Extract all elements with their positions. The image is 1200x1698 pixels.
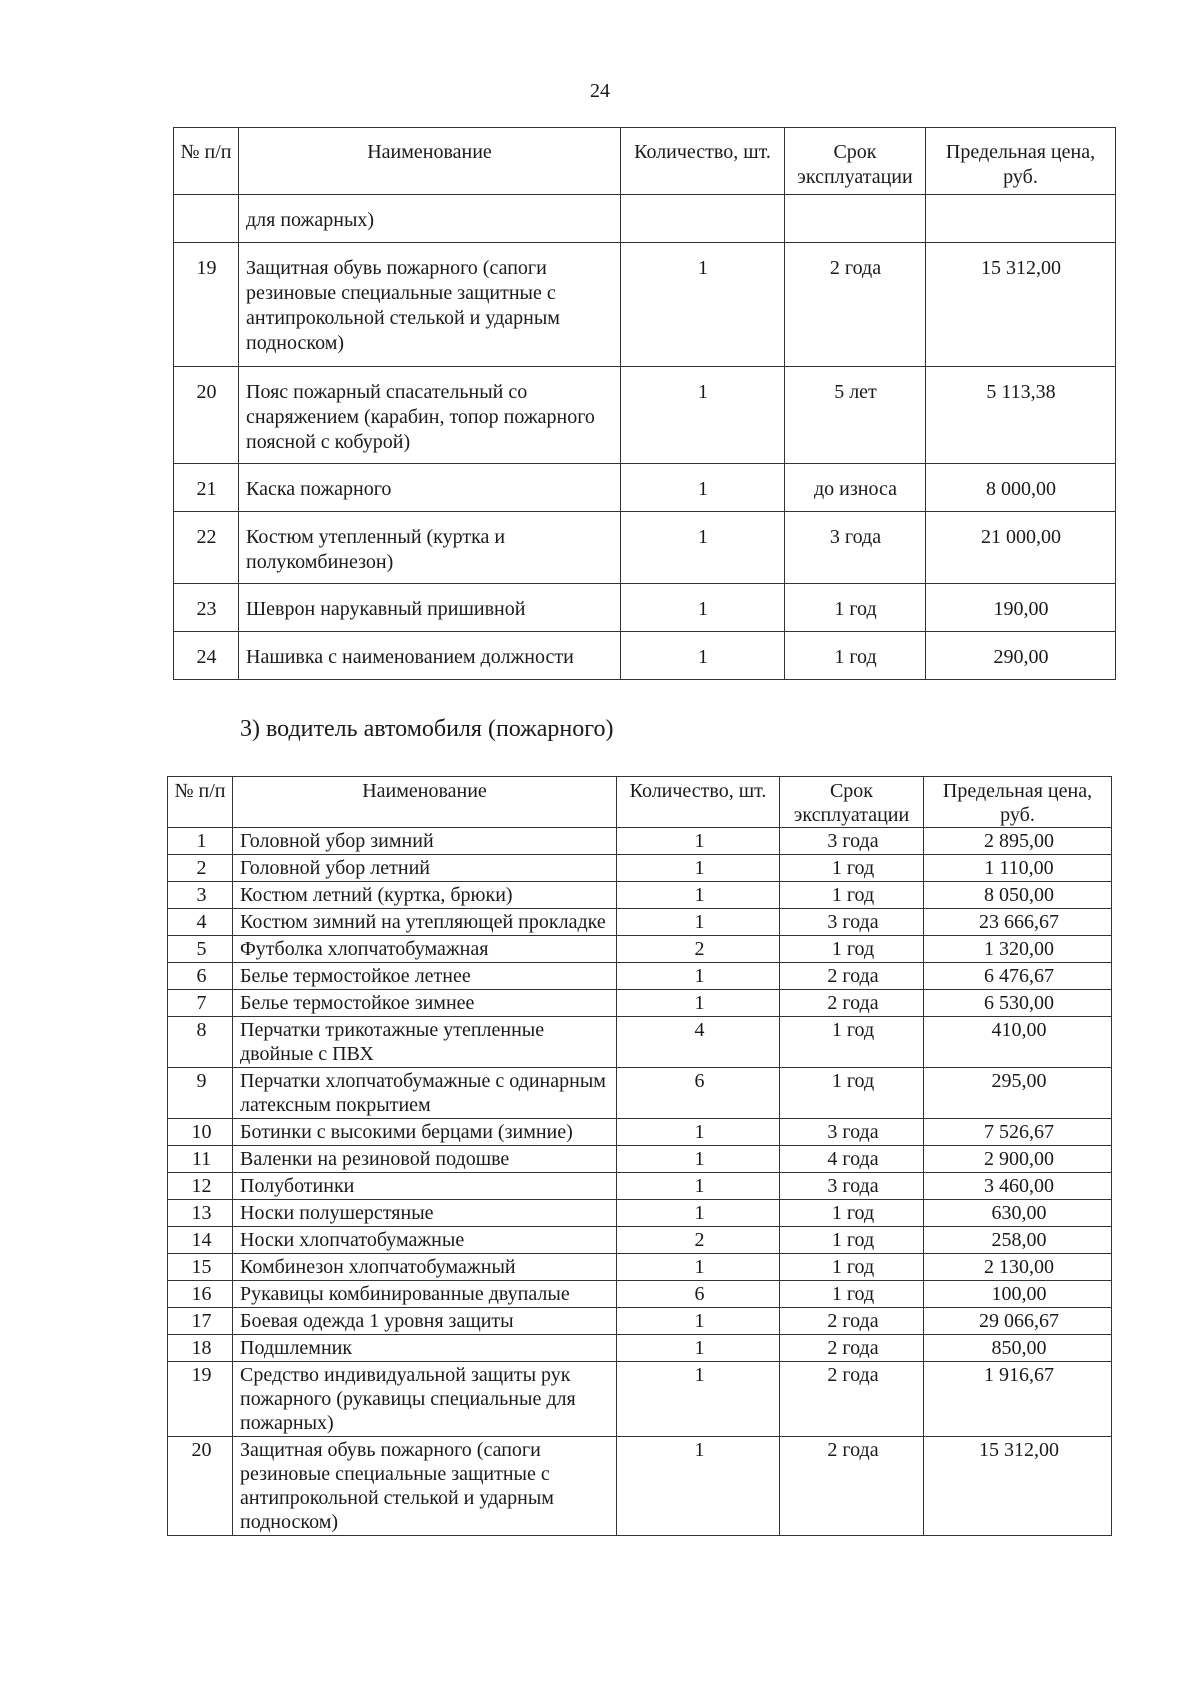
cell-name: Носки полушерстяные	[233, 1200, 617, 1227]
table-row	[174, 367, 1116, 464]
cell-term: 1 год	[785, 632, 926, 680]
cell-name: Валенки на резиновой подошве	[233, 1146, 617, 1173]
cell-price: 290,00	[926, 632, 1116, 680]
cell-term: 1 год	[780, 1200, 924, 1227]
cell-term: 2 года	[780, 1437, 924, 1536]
cell-num: 16	[168, 1281, 233, 1308]
table-row	[174, 512, 1116, 584]
cell-qty: 1	[617, 1254, 780, 1281]
cell-num: 9	[168, 1068, 233, 1119]
cell-name: Носки хлопчатобумажные	[233, 1227, 617, 1254]
cell-num: 4	[168, 909, 233, 936]
cell-term: 1 год	[780, 855, 924, 882]
cell-num: 20	[168, 1437, 233, 1536]
cell-num: 2	[168, 855, 233, 882]
cell-qty: 1	[617, 909, 780, 936]
cell-price: 2 900,00	[924, 1146, 1112, 1173]
cell-qty: 1	[617, 1146, 780, 1173]
cell-price	[926, 195, 1116, 243]
table-row	[174, 632, 1116, 680]
table-row	[168, 963, 1112, 990]
cell-qty: 1	[617, 1200, 780, 1227]
table-row	[168, 1308, 1112, 1335]
cell-num: 19	[168, 1362, 233, 1437]
page-number: 24	[590, 80, 610, 102]
cell-price: 5 113,38	[926, 367, 1116, 464]
cell-num: 22	[174, 512, 239, 584]
cell-qty: 2	[617, 936, 780, 963]
cell-name: Полуботинки	[233, 1173, 617, 1200]
cell-name: Костюм зимний на утепляющей прокладке	[233, 909, 617, 936]
cell-qty: 1	[617, 990, 780, 1017]
cell-price: 850,00	[924, 1335, 1112, 1362]
cell-price: 1 320,00	[924, 936, 1112, 963]
cell-name: Шеврон нарукавный пришивной	[239, 584, 621, 632]
cell-price: 21 000,00	[926, 512, 1116, 584]
cell-term: 2 года	[780, 990, 924, 1017]
cell-term: 1 год	[780, 1281, 924, 1308]
cell-qty: 1	[621, 243, 785, 367]
cell-term: 3 года	[780, 1119, 924, 1146]
cell-qty: 1	[621, 367, 785, 464]
cell-price: 2 895,00	[924, 828, 1112, 855]
cell-name: Комбинезон хлопчатобумажный	[233, 1254, 617, 1281]
header-name: Наименование	[239, 128, 621, 195]
table-row	[168, 1227, 1112, 1254]
header-name: Наименование	[233, 777, 617, 828]
cell-qty	[621, 195, 785, 243]
cell-num: 24	[174, 632, 239, 680]
cell-name: Подшлемник	[233, 1335, 617, 1362]
header-price: Предельная цена, руб.	[924, 777, 1112, 828]
cell-price: 295,00	[924, 1068, 1112, 1119]
table-row	[174, 243, 1116, 367]
table-row	[174, 195, 1116, 243]
cell-term: 1 год	[780, 1068, 924, 1119]
cell-num: 11	[168, 1146, 233, 1173]
table-row	[168, 1362, 1112, 1437]
cell-name: Костюм утепленный (куртка и полукомбинезон)	[239, 512, 621, 584]
cell-price: 410,00	[924, 1017, 1112, 1068]
cell-qty: 1	[621, 584, 785, 632]
cell-num: 3	[168, 882, 233, 909]
header-qty: Количество, шт.	[621, 128, 785, 195]
cell-name: Белье термостойкое летнее	[233, 963, 617, 990]
cell-term: 2 года	[785, 243, 926, 367]
cell-term: 1 год	[780, 1254, 924, 1281]
cell-num: 12	[168, 1173, 233, 1200]
cell-num: 7	[168, 990, 233, 1017]
cell-qty: 4	[617, 1017, 780, 1068]
cell-qty: 1	[617, 1308, 780, 1335]
cell-num: 1	[168, 828, 233, 855]
cell-term: 2 года	[780, 1362, 924, 1437]
cell-num: 18	[168, 1335, 233, 1362]
cell-qty: 1	[617, 1173, 780, 1200]
cell-price: 23 666,67	[924, 909, 1112, 936]
cell-term: 4 года	[780, 1146, 924, 1173]
cell-num: 13	[168, 1200, 233, 1227]
cell-name: Каска пожарного	[239, 464, 621, 512]
cell-qty: 1	[617, 963, 780, 990]
cell-qty: 1	[621, 632, 785, 680]
cell-price: 258,00	[924, 1227, 1112, 1254]
cell-price: 1 110,00	[924, 855, 1112, 882]
header-term: Срок эксплуатации	[780, 777, 924, 828]
cell-term: 3 года	[780, 1173, 924, 1200]
driver-equipment-table	[167, 776, 1112, 1536]
cell-term: 5 лет	[785, 367, 926, 464]
table-row	[168, 990, 1112, 1017]
cell-name: Защитная обувь пожарного (сапоги резиновые специальные защитные с антипрокольной стелькой и ударным подноском)	[233, 1437, 617, 1536]
cell-name: Перчатки трикотажные утепленные двойные с ПВХ	[233, 1017, 617, 1068]
section-heading: 3) водитель автомобиля (пожарного)	[240, 716, 614, 742]
cell-num: 15	[168, 1254, 233, 1281]
table-row	[168, 1281, 1112, 1308]
cell-qty: 1	[617, 1437, 780, 1536]
cell-name: Рукавицы комбинированные двупалые	[233, 1281, 617, 1308]
cell-price: 15 312,00	[926, 243, 1116, 367]
cell-num: 10	[168, 1119, 233, 1146]
cell-price: 1 916,67	[924, 1362, 1112, 1437]
cell-qty: 1	[617, 1362, 780, 1437]
cell-term: 3 года	[785, 512, 926, 584]
cell-num: 14	[168, 1227, 233, 1254]
cell-qty: 6	[617, 1068, 780, 1119]
table-header-row	[174, 128, 1116, 195]
cell-num: 6	[168, 963, 233, 990]
table-row	[168, 1437, 1112, 1536]
cell-term: 1 год	[780, 936, 924, 963]
table-row	[168, 936, 1112, 963]
cell-name: Защитная обувь пожарного (сапоги резиновые специальные защитные с антипрокольной стелькой и ударным подноском)	[239, 243, 621, 367]
table-row	[168, 1017, 1112, 1068]
cell-num: 21	[174, 464, 239, 512]
table-row	[174, 584, 1116, 632]
cell-qty: 2	[617, 1227, 780, 1254]
cell-term: 1 год	[780, 1017, 924, 1068]
cell-name: Боевая одежда 1 уровня защиты	[233, 1308, 617, 1335]
table-row	[168, 855, 1112, 882]
cell-qty: 1	[621, 464, 785, 512]
cell-name: Головной убор летний	[233, 855, 617, 882]
cell-qty: 1	[617, 828, 780, 855]
table-row	[168, 909, 1112, 936]
table-row	[168, 1254, 1112, 1281]
cell-price: 7 526,67	[924, 1119, 1112, 1146]
header-num: № п/п	[174, 128, 239, 195]
cell-term: 2 года	[780, 1308, 924, 1335]
cell-price: 3 460,00	[924, 1173, 1112, 1200]
cell-num: 20	[174, 367, 239, 464]
table-row	[168, 882, 1112, 909]
cell-name: Пояс пожарный спасательный со снаряжением (карабин, топор пожарного поясной с кобурой)	[239, 367, 621, 464]
cell-qty: 6	[617, 1281, 780, 1308]
cell-term: 1 год	[780, 1227, 924, 1254]
cell-price: 8 000,00	[926, 464, 1116, 512]
cell-price: 8 050,00	[924, 882, 1112, 909]
cell-name: Средство индивидуальной защиты рук пожарного (рукавицы специальные для пожарных)	[233, 1362, 617, 1437]
cell-term: 3 года	[780, 909, 924, 936]
table-row	[168, 1119, 1112, 1146]
cell-term: до износа	[785, 464, 926, 512]
cell-name: Перчатки хлопчатобумажные с одинарным латексным покрытием	[233, 1068, 617, 1119]
cell-num: 5	[168, 936, 233, 963]
cell-num: 19	[174, 243, 239, 367]
cell-price: 190,00	[926, 584, 1116, 632]
cell-price: 29 066,67	[924, 1308, 1112, 1335]
cell-num	[174, 195, 239, 243]
header-num: № п/п	[168, 777, 233, 828]
cell-qty: 1	[621, 512, 785, 584]
table-row	[168, 828, 1112, 855]
table-row	[168, 1173, 1112, 1200]
cell-term: 1 год	[780, 882, 924, 909]
table-row	[174, 464, 1116, 512]
cell-term: 2 года	[780, 1335, 924, 1362]
cell-qty: 1	[617, 882, 780, 909]
cell-price: 2 130,00	[924, 1254, 1112, 1281]
table-row	[168, 1200, 1112, 1227]
cell-term: 1 год	[785, 584, 926, 632]
cell-qty: 1	[617, 1119, 780, 1146]
header-qty: Количество, шт.	[617, 777, 780, 828]
equipment-table-continued	[173, 127, 1116, 680]
cell-price: 6 476,67	[924, 963, 1112, 990]
cell-name: Белье термостойкое зимнее	[233, 990, 617, 1017]
cell-name: Костюм летний (куртка, брюки)	[233, 882, 617, 909]
cell-term: 2 года	[780, 963, 924, 990]
cell-num: 17	[168, 1308, 233, 1335]
cell-name: Футболка хлопчатобумажная	[233, 936, 617, 963]
table-header-row	[168, 777, 1112, 828]
cell-qty: 1	[617, 1335, 780, 1362]
cell-qty: 1	[617, 855, 780, 882]
cell-name: Нашивка с наименованием должности	[239, 632, 621, 680]
cell-price: 630,00	[924, 1200, 1112, 1227]
cell-num: 8	[168, 1017, 233, 1068]
cell-term: 3 года	[780, 828, 924, 855]
cell-name: Ботинки с высокими берцами (зимние)	[233, 1119, 617, 1146]
cell-name: для пожарных)	[239, 195, 621, 243]
cell-name: Головной убор зимний	[233, 828, 617, 855]
header-price: Предельная цена, руб.	[926, 128, 1116, 195]
table-row	[168, 1146, 1112, 1173]
table-row	[168, 1068, 1112, 1119]
cell-num: 23	[174, 584, 239, 632]
cell-term	[785, 195, 926, 243]
cell-price: 100,00	[924, 1281, 1112, 1308]
table-row	[168, 1335, 1112, 1362]
cell-price: 15 312,00	[924, 1437, 1112, 1536]
header-term: Срок эксплуатации	[785, 128, 926, 195]
cell-price: 6 530,00	[924, 990, 1112, 1017]
